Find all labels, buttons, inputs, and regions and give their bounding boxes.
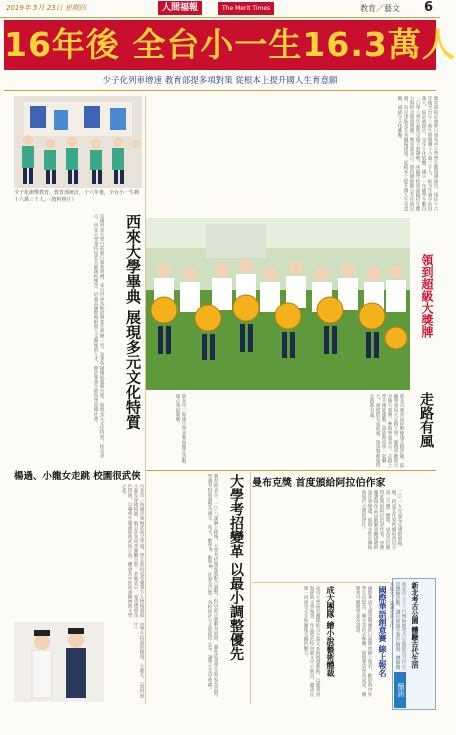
- photo-story-caption: 新北市三和國小學童參加健走活動，開心領取獎牌。: [175, 394, 186, 468]
- page-number: 6: [424, 0, 434, 15]
- school-story-headline: 楊過、小龍女走跳 校園很武俠: [14, 471, 141, 482]
- competition-story-headline: 國際華語創意賽 線上報名: [378, 586, 387, 677]
- lead-story-body: 教育部統計處昨日發布中小學學生數預測報告，預估十六年後全台小一新生將僅剩十六萬三千人，較今年減少約四萬人。統計處指出，受少子化影響，國小一年級學生數自一百零八學年起將呈現下滑趨勢，各級學校將面臨招生壓力與校舍閒置問題。教育部表示，將持續推動公共化幼兒園、育兒津貼及友善職場措施，從根本上提升國人生育意願，減緩少子化衝擊。: [397, 96, 438, 211]
- competition-story-body: 國際華語文創意競賽即日起開放線上報名，歡迎海內外學生以影音、圖文等形式參賽，展現華語學習成果，優勝者可獲獎學金及證書。: [355, 586, 372, 697]
- art-story-headline: 成大團隊 繪小說藝術體裁: [326, 586, 335, 677]
- photo-story-body: 新北市教育局推動健康走路活動，鼓勵學童每天走路上學，累積步數即可兌換大獎牌。參與學童表示，走路上學不僅能運動，還能和同學一起聊天，感覺很有成就感，領到獎牌覺得走路都有風。: [369, 394, 404, 468]
- exam-story-headline: 大學考招變革 以最小調整優先: [228, 474, 244, 661]
- column-divider: [145, 96, 146, 704]
- section-divider: [252, 582, 390, 583]
- west-story-headline: 西來大學畢典 展現多元文化特質: [124, 214, 142, 430]
- school-photo: [14, 622, 104, 702]
- costumed-students-illustration: [14, 622, 104, 702]
- lead-headline: 16年後 全台小一生16.3萬人: [4, 20, 436, 70]
- newspaper-logo-english: The Merit Times: [218, 2, 274, 15]
- school-photo-caption: 由學生扮演的楊過、小龍女。（資料照片）: [133, 622, 144, 698]
- lead-photo: [14, 96, 142, 188]
- award-photo: [146, 218, 410, 390]
- column-divider: [250, 472, 251, 704]
- art-story-body: 成功大學研究團隊結合小說文本與視覺藝術，以插畫重現經典文學場景，作品將於校內藝文中心展出，邀請民眾一同感受文字與圖像交織的魅力。: [303, 586, 320, 697]
- section-name: 教育／藝文: [360, 4, 400, 13]
- issue-date: 2019年 5月 23日 星期四: [6, 4, 86, 12]
- students-classroom-illustration: [14, 96, 142, 188]
- section-divider: [146, 470, 436, 471]
- school-story-body: 台北市一所國中舉辦武俠文學週，學生裝扮成金庸筆下人物楊過與小龍女穿梭校園，吸引許多同學圍觀合影。老師表示，希望透過角色扮演，引導學生閱讀經典武俠小說，體會其中的俠義精神與文學之美。: [121, 484, 144, 618]
- photo-story-headline-right: 走路有風: [418, 392, 434, 448]
- west-story-body: 美國西來大學日前舉行畢業典禮，來自世界各地的畢業生齊聚一堂，身著各國傳統服飾出席，展現多元文化特質。校長表示，西來大學秉持星雲大師創校理念，培養具國際視野與人文關懷的人才，期許畢業生將所學回饋社會。: [93, 214, 104, 458]
- news-brief-body: 新北市立十三行博物館考古公園推出古代生活體驗活動，讓民眾親手製作陶器、體驗鑽木取火，認識史前文化。: [389, 582, 406, 670]
- exam-story-body: 教育部表示，一○八課綱上路後，大學考招制度將配合調整，但以最小變動為原則，避免造成學生與家長恐慌。學測考科將調整為國文、英文、數學A、數學B、社會及自然，各校採計方式將提早公布，讓學生及早準備。: [207, 474, 218, 700]
- news-brief-tag: 簡訊: [394, 672, 406, 708]
- header-rule: [4, 90, 436, 91]
- booker-story-body: 二○一九年曼布克國際獎揭曉，阿曼女作家阿爾哈西以小說《天體》獲獎，成為首位獲得此獎的阿拉伯語作家。評審團讚揚作品以細膩筆觸描繪阿曼社會變遷，展現女性在傳統與現代之間的掙扎。: [361, 490, 402, 550]
- students-with-medals-illustration: [146, 218, 410, 390]
- lead-photo-caption: 少子化衝擊教育，教育部統計，十六年後，全台小一生剩十六萬三千人。（資料照片）: [14, 190, 140, 203]
- booker-story-headline: 曼布克獎 首度頒給阿拉伯作家: [252, 478, 386, 489]
- lead-subhead: 少子化列車增速 教育部提多項對策 從根本上提升國人生育意願: [102, 76, 338, 86]
- newspaper-logo: 人間福報: [158, 1, 202, 15]
- photo-story-headline-left: 領到超級大獎牌: [420, 254, 434, 338]
- news-brief-headline: 新北考古公園 體驗古代生活: [411, 582, 419, 669]
